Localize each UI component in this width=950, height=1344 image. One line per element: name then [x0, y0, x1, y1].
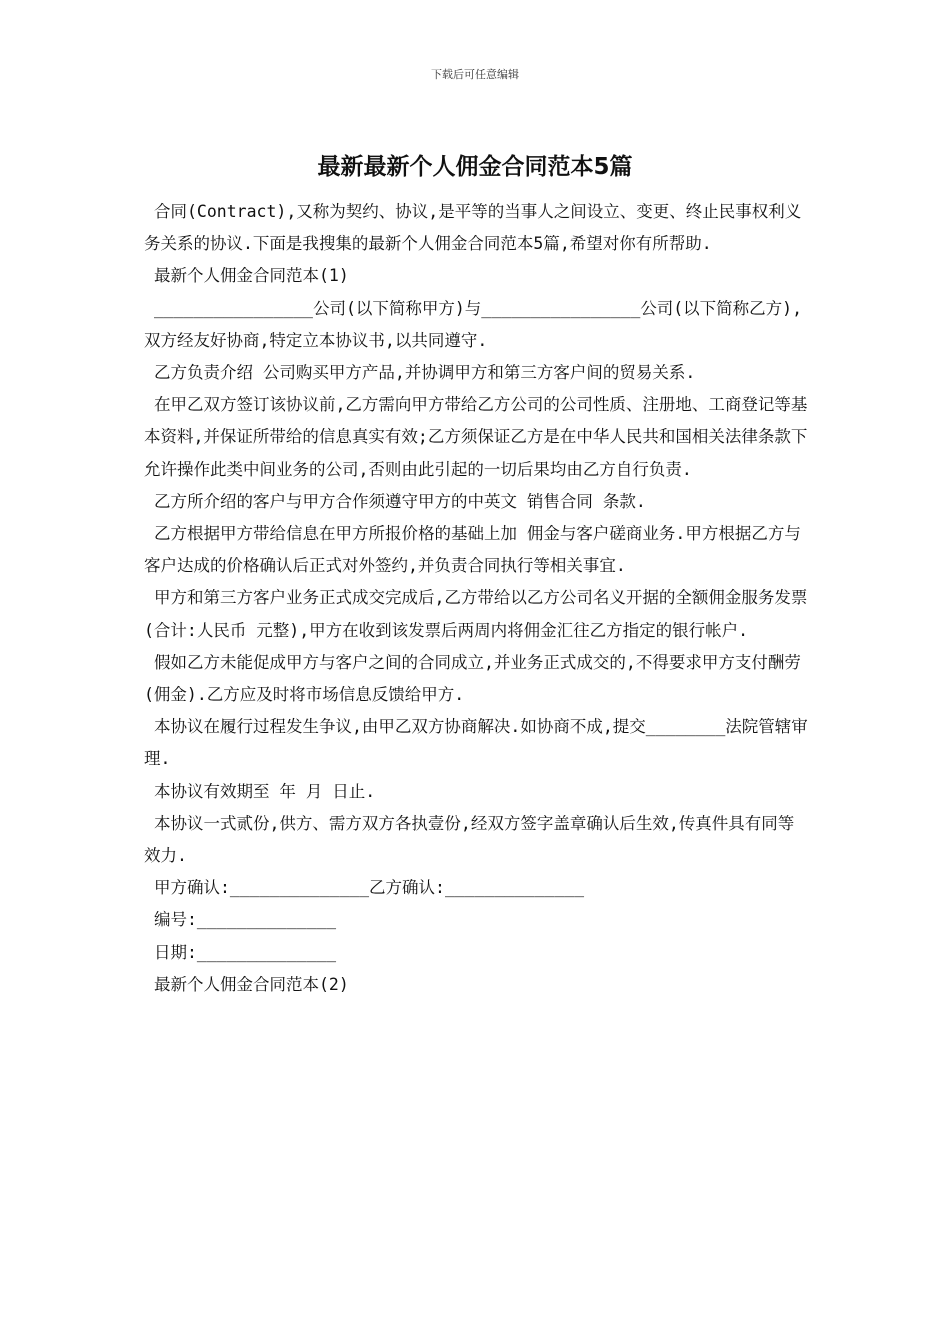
paragraph-clause-7: 本协议在履行过程发生争议,由甲乙双方协商解决.如协商不成,提交________法院管辖审理. — [144, 717, 808, 769]
paragraph-clause-1: 乙方负责介绍 公司购买甲方产品,并协调甲方和第三方客户间的贸易关系. — [154, 363, 696, 383]
section-heading-2: 最新个人佣金合同范本(2) — [154, 974, 349, 994]
paragraph-intro: 合同(Contract),又称为契约、协议,是平等的当事人之间设立、变更、终止民事权利义务关系的协议.下面是我搜集的最新个人佣金合同范本5篇,希望对你有所帮助. — [144, 202, 802, 254]
document-title: 最新最新个人佣金合同范本5篇 — [317, 154, 633, 180]
paragraph-validity: 本协议有效期至 年 月 日止. — [154, 781, 376, 801]
paragraph-clause-6: 假如乙方未能促成甲方与客户之间的合同成立,并业务正式成交的,不得要求甲方支付酬劳(佣金).乙方应及时将市场信息反馈给甲方. — [144, 652, 801, 705]
paragraph-clause-2: 在甲乙双方签订该协议前,乙方需向甲方带给乙方公司的公司性质、注册地、工商登记等基本资料,并保证所带给的信息真实有效;乙方须保证乙方是在中华人民共和国相关法律条款下允许操作此类中间业务的公司,否则由此引起的一切后果均由乙方自行负责. — [144, 395, 808, 479]
number-line: 编号:______________ — [154, 910, 337, 930]
page-header-note: 下载后可任意编辑 — [431, 68, 519, 81]
signature-line: 甲方确认:______________乙方确认:______________ — [154, 878, 585, 898]
paragraph-copies: 本协议一式贰份,供方、需方双方各执壹份,经双方签字盖章确认后生效,传真件具有同等效力. — [144, 813, 795, 866]
paragraph-clause-5: 甲方和第三方客户业务正式成交完成后,乙方带给以乙方公司名义开据的全额佣金服务发票(合计:人民币 元整),甲方在收到该发票后两周内将佣金汇往乙方指定的银行帐户. — [144, 588, 808, 640]
date-line: 日期:______________ — [154, 942, 337, 962]
section-heading-1: 最新个人佣金合同范本(1) — [154, 266, 349, 286]
document-body — [144, 196, 808, 1001]
paragraph-parties: ________________公司(以下简称甲方)与________________公司(以下简称乙方),双方经友好协商,特定立本协议书,以共同遵守. — [144, 298, 803, 350]
paragraph-clause-3: 乙方所介绍的客户与甲方合作须遵守甲方的中英文 销售合同 条款. — [154, 491, 646, 511]
paragraph-clause-4: 乙方根据甲方带给信息在甲方所报价格的基础上加 佣金与客户磋商业务.甲方根据乙方与客户达成的价格确认后正式对外签约,并负责合同执行等相关事宜. — [144, 524, 801, 576]
